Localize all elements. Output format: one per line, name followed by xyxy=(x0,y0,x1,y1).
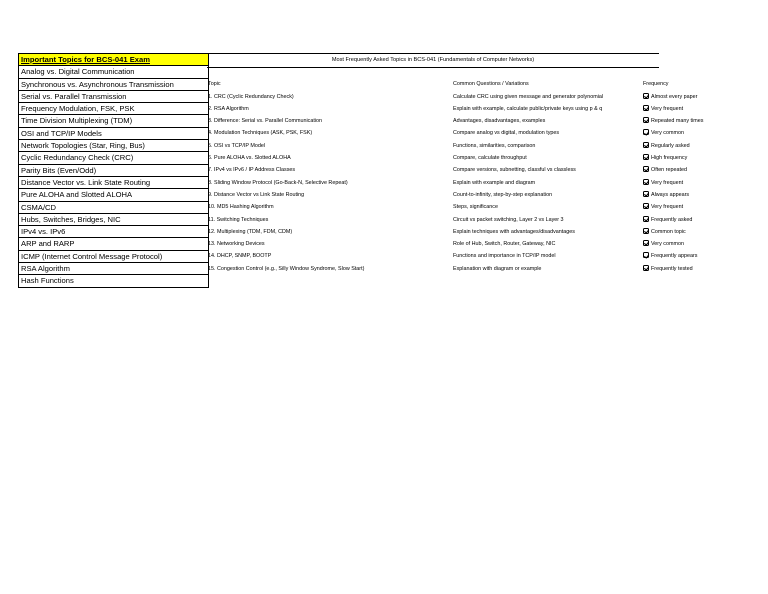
faq-frequency: Common topic xyxy=(651,228,686,235)
faq-row xyxy=(208,226,728,238)
faq-row xyxy=(208,250,728,262)
check-icon xyxy=(643,191,649,197)
faq-frequency-cell xyxy=(643,103,683,115)
faq-row xyxy=(208,140,728,152)
header-topic: Topic xyxy=(208,81,221,87)
topic-cell: ARP and RARP xyxy=(19,238,208,250)
faq-question: Compare versions, subnetting, classful vs classless xyxy=(453,167,576,174)
check-icon xyxy=(643,265,649,271)
faq-row xyxy=(208,263,728,275)
topic-cell: IPv4 vs. IPv6 xyxy=(19,226,208,238)
faq-frequency: Often repeated xyxy=(651,167,687,174)
faq-question: Functions, similarities, comparison xyxy=(453,142,536,149)
faq-frequency-cell xyxy=(643,177,683,189)
faq-title-block xyxy=(207,53,659,68)
faq-frequency-cell xyxy=(643,226,686,238)
important-topics-table xyxy=(18,53,209,288)
faq-topic: 3. Difference: Serial vs. Parallel Communication xyxy=(208,118,323,125)
faq-topic: 13. Networking Devices xyxy=(208,241,265,248)
faq-row xyxy=(208,152,728,164)
faq-question: Explain with example and diagram xyxy=(453,179,536,186)
faq-topic: 7. IPv4 vs IPv6 / IP Address Classes xyxy=(208,167,296,174)
header-question: Common Questions / Variations xyxy=(453,81,529,87)
faq-question: Role of Hub, Switch, Router, Gateway, NIC xyxy=(453,241,556,248)
faq-topic: 11. Switching Techniques xyxy=(208,216,269,223)
faq-frequency: High frequency xyxy=(651,155,688,161)
faq-topic: 5. OSI vs TCP/IP Model xyxy=(208,142,266,149)
faq-question: Functions and importance in TCP/IP model xyxy=(453,253,556,260)
check-icon xyxy=(643,142,649,148)
topic-cell: Distance Vector vs. Link State Routing xyxy=(19,177,208,189)
faq-frequency: Frequently appears xyxy=(651,253,698,260)
faq-topic: 1. CRC (Cyclic Redundancy Check) xyxy=(208,93,294,100)
faq-frequency-cell xyxy=(643,152,687,164)
check-icon xyxy=(643,129,649,135)
faq-row xyxy=(208,127,728,139)
faq-question: Count-to-infinity, step-by-step explanation xyxy=(453,191,553,198)
topic-cell: RSA Algorithm xyxy=(19,263,208,275)
faq-question: Compare analog vs digital, modulation types xyxy=(453,130,560,137)
faq-topic: 12. Multiplexing (TDM, FDM, CDM) xyxy=(208,228,293,235)
check-icon xyxy=(643,252,649,258)
topic-cell: CSMA/CD xyxy=(19,202,208,214)
faq-frequency: Very frequent xyxy=(651,204,684,211)
faq-row xyxy=(208,189,728,201)
faq-question: Steps, significance xyxy=(453,204,498,211)
faq-topic: 2. RSA Algorithm xyxy=(208,105,249,112)
topic-cell: Frequency Modulation, FSK, PSK xyxy=(19,103,208,115)
faq-question: Circuit vs packet switching, Layer 2 vs Layer 3 xyxy=(453,216,564,223)
faq-row xyxy=(208,201,728,213)
faq-topic: 8. Sliding Window Protocol (Go-Back-N, Selective Repeat) xyxy=(208,179,348,186)
faq-topic: 6. Pure ALOHA vs. Slotted ALOHA xyxy=(208,155,291,161)
faq-question: Calculate CRC using given message and generator polynomial xyxy=(453,93,604,100)
faq-frequency-cell xyxy=(643,164,687,176)
faq-topic: 9. Distance Vector vs Link State Routing xyxy=(208,191,305,198)
topic-cell: OSI and TCP/IP Models xyxy=(19,128,208,140)
faq-topic: 15. Congestion Control (e.g., Silly Window Syndrome, Slow Start) xyxy=(208,265,365,272)
topic-cell: Analog vs. Digital Communication xyxy=(19,66,208,78)
faq-row xyxy=(208,177,728,189)
faq-row xyxy=(208,103,728,115)
topic-cell: Cyclic Redundancy Check (CRC) xyxy=(19,152,208,164)
topic-cell: Pure ALOHA and Slotted ALOHA xyxy=(19,189,208,201)
faq-row xyxy=(208,115,728,127)
faq-row xyxy=(208,214,728,226)
faq-question: Explain with example, calculate public/private keys using p & q xyxy=(453,105,603,112)
faq-question: Explanation with diagram or example xyxy=(453,265,542,272)
faq-frequency: Repeated many times xyxy=(651,118,704,125)
faq-frequency: Very frequent xyxy=(651,105,684,112)
faq-frequency-cell xyxy=(643,91,697,103)
faq-frequency: Always appears xyxy=(651,191,690,198)
check-icon xyxy=(643,228,649,234)
faq-frequency-cell xyxy=(643,263,693,275)
check-icon xyxy=(643,179,649,185)
faq-row xyxy=(208,164,728,176)
faq-question: Advantages, disadvantages, examples xyxy=(453,118,546,125)
topic-cell: Parity Bits (Even/Odd) xyxy=(19,165,208,177)
faq-topic: 10. MD5 Hashing Algorithm xyxy=(208,204,274,211)
faq-frequency: Very frequent xyxy=(651,179,684,186)
check-icon xyxy=(643,166,649,172)
faq-title: Most Frequently Asked Topics in BCS-041 (Fundamentals of Computer Networks) xyxy=(331,57,535,63)
faq-frequency: Frequently tested xyxy=(651,265,693,272)
faq-frequency-cell xyxy=(643,250,697,262)
topic-cell: ICMP (Internet Control Message Protocol) xyxy=(19,251,208,263)
check-icon xyxy=(643,105,649,111)
faq-row xyxy=(208,91,728,103)
faq-topic: 4. Modulation Techniques (ASK, PSK, FSK) xyxy=(208,130,313,137)
faq-frequency-cell xyxy=(643,189,689,201)
faq-question: Compare, calculate throughput xyxy=(453,155,527,161)
important-topics-header: Important Topics for BCS-041 Exam xyxy=(19,54,208,66)
check-icon xyxy=(643,240,649,246)
topic-cell: Synchronous vs. Asynchronous Transmission xyxy=(19,79,208,91)
faq-frequency: Very common xyxy=(651,241,684,248)
faq-question: Explain techniques with advantages/disadvantages xyxy=(453,228,575,235)
topic-cell: Hash Functions xyxy=(21,276,74,286)
topic-cell: Time Division Multiplexing (TDM) xyxy=(19,115,208,127)
faq-frequency-cell xyxy=(643,127,684,139)
faq-frequency-cell xyxy=(643,115,703,127)
check-icon xyxy=(643,216,649,222)
faq-frequency-cell xyxy=(643,214,692,226)
check-icon xyxy=(643,117,649,123)
faq-topic: 14. DHCP, SNMP, BOOTP xyxy=(208,253,272,260)
faq-frequency: Very common xyxy=(651,130,684,137)
faq-frequency: Almost every paper xyxy=(651,93,698,100)
faq-header-row xyxy=(208,78,728,90)
faq-frequency: Regularly asked xyxy=(651,142,690,149)
faq-row xyxy=(208,238,728,250)
topic-cell: Hubs, Switches, Bridges, NIC xyxy=(19,214,208,226)
faq-frequency: Frequently asked xyxy=(651,216,693,223)
header-frequency: Frequency xyxy=(643,81,669,87)
topic-cell: Serial vs. Parallel Transmission xyxy=(19,91,208,103)
check-icon xyxy=(643,154,649,160)
topic-cell: Network Topologies (Star, Ring, Bus) xyxy=(19,140,208,152)
check-icon xyxy=(643,93,649,99)
faq-frequency-cell xyxy=(643,140,690,152)
faq-frequency-cell xyxy=(643,238,684,250)
faq-frequency-cell xyxy=(643,201,683,213)
check-icon xyxy=(643,203,649,209)
